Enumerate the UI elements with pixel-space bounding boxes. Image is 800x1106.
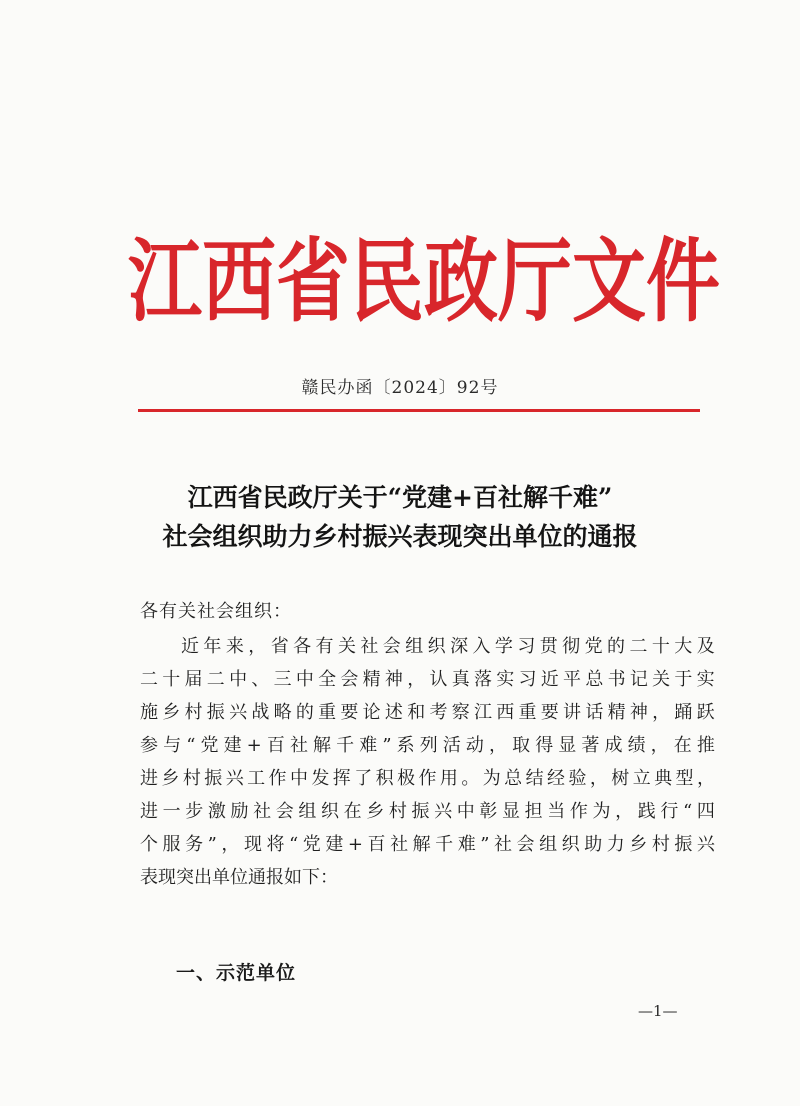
- title-line-2: 社会组织助力乡村振兴表现突出单位的通报: [162, 522, 638, 551]
- body-char: 活: [442, 735, 461, 756]
- section-heading: 一、示范单位: [176, 962, 297, 984]
- body-char: 真: [451, 669, 470, 690]
- body-char: 进: [140, 768, 158, 789]
- body-char: ，: [221, 834, 240, 855]
- body-line: [140, 762, 715, 795]
- body-char: 全: [318, 669, 337, 690]
- body-char: 关: [652, 669, 671, 690]
- body-char: 中: [289, 768, 308, 789]
- body-line: [140, 795, 715, 828]
- body-char: 大: [674, 636, 693, 657]
- body-char: 积: [375, 768, 394, 789]
- body-line: [140, 663, 715, 696]
- body-line: [140, 861, 715, 894]
- body-char: 一: [162, 801, 181, 822]
- body-line: [140, 630, 715, 663]
- body-char: 践: [637, 801, 656, 822]
- body-char: 行: [660, 801, 679, 822]
- body-char: 省: [270, 636, 289, 657]
- body-char: 著: [581, 735, 600, 756]
- body-char: 挥: [332, 768, 351, 789]
- body-line: [140, 696, 715, 729]
- body-char: ，: [248, 636, 267, 657]
- body-line: [140, 828, 715, 861]
- body-char: 察: [451, 702, 470, 723]
- body-char: 解: [313, 735, 332, 756]
- body-char: 激: [207, 801, 226, 822]
- body-char: 于: [674, 669, 693, 690]
- body-char: 显: [502, 801, 520, 822]
- body-char: 的: [607, 636, 626, 657]
- body-char: 实: [496, 669, 515, 690]
- body-char: 社: [360, 636, 379, 657]
- body-char: 振: [411, 801, 430, 822]
- body-char: 二: [206, 669, 225, 690]
- body-char: 和: [407, 702, 426, 723]
- body-char: 振: [206, 702, 225, 723]
- body-paragraph: [140, 630, 715, 894]
- body-char: 江: [473, 702, 492, 723]
- body-char: 树: [611, 768, 630, 789]
- body-char: 兴: [696, 834, 715, 855]
- body-char: 会: [275, 801, 294, 822]
- body-char: ，: [650, 735, 669, 756]
- body-char: 各: [293, 636, 312, 657]
- body-char: 实: [696, 669, 715, 690]
- body-char: 兴: [434, 801, 453, 822]
- body-char: 参: [140, 735, 158, 756]
- body-char: 入: [472, 636, 491, 657]
- body-char: ”: [207, 834, 217, 855]
- body-char: 重: [318, 702, 337, 723]
- body-char: 力: [606, 834, 625, 855]
- masthead-char: 民: [350, 229, 424, 335]
- body-char: 工: [247, 768, 266, 789]
- body-char: 重: [518, 702, 537, 723]
- body-char: 将: [266, 834, 285, 855]
- body-char: 村: [651, 834, 670, 855]
- body-char: 党: [302, 834, 321, 855]
- body-char: +: [246, 735, 262, 756]
- masthead: [128, 229, 720, 335]
- body-char: 深: [450, 636, 469, 657]
- document-title: [0, 478, 800, 556]
- body-char: 要: [540, 702, 559, 723]
- body-char: 神: [629, 702, 648, 723]
- salutation: 各有关社会组织：: [140, 601, 292, 622]
- body-char: ，: [615, 801, 634, 822]
- body-char: 村: [184, 702, 203, 723]
- body-char: 论: [362, 702, 381, 723]
- body-char: 兴: [225, 768, 244, 789]
- body-char: 得: [535, 735, 554, 756]
- body-char: 党: [584, 636, 603, 657]
- body-char: 组: [298, 801, 317, 822]
- body-char: 织: [427, 636, 446, 657]
- body-char: 的: [295, 702, 314, 723]
- body-char: 二: [629, 636, 648, 657]
- body-char: 现: [243, 834, 262, 855]
- body-char: 习: [517, 636, 536, 657]
- body-char: 进: [140, 801, 158, 822]
- body-char: 年: [203, 636, 222, 657]
- body-char: 彻: [562, 636, 581, 657]
- body-char: ，: [589, 768, 608, 789]
- body-char: 社: [289, 735, 308, 756]
- body-char: 兴: [229, 702, 248, 723]
- body-char: 解: [412, 834, 431, 855]
- body-char: 难: [457, 834, 476, 855]
- body-char: 中: [456, 801, 475, 822]
- body-char: 会: [516, 834, 535, 855]
- body-char: 贯: [539, 636, 558, 657]
- body-char: 略: [273, 702, 292, 723]
- body-char: 建: [223, 735, 242, 756]
- body-char: 与: [163, 735, 182, 756]
- body-char: ，: [696, 768, 715, 789]
- body-char: 织: [561, 834, 580, 855]
- body-char: 彰: [479, 801, 498, 822]
- body-char: 系: [396, 735, 415, 756]
- body-char: “: [186, 735, 196, 756]
- body-char: 作: [268, 768, 287, 789]
- masthead-char: 文: [572, 229, 646, 335]
- body-char: 振: [674, 834, 693, 855]
- body-char: 百: [367, 834, 386, 855]
- body-char: 总: [504, 768, 523, 789]
- body-char: 为: [482, 768, 501, 789]
- body-char: 组: [405, 636, 424, 657]
- body-char: 成: [604, 735, 623, 756]
- body-char: 会: [382, 636, 401, 657]
- body-char: 学: [494, 636, 513, 657]
- body-char: 考: [429, 702, 448, 723]
- body-char: ，: [407, 669, 426, 690]
- body-char: 述: [384, 702, 403, 723]
- red-divider: [138, 409, 700, 412]
- body-char: 及: [696, 636, 715, 657]
- body-char: 发: [311, 768, 330, 789]
- body-char: 三: [273, 669, 292, 690]
- body-char: 党: [200, 735, 219, 756]
- body-char: 记: [629, 669, 648, 690]
- body-char: 总: [585, 669, 604, 690]
- masthead-char: 件: [646, 229, 720, 335]
- body-char: 织: [321, 801, 339, 822]
- masthead-char: 省: [276, 229, 350, 335]
- body-char: 村: [388, 801, 407, 822]
- body-char: 结: [525, 768, 544, 789]
- body-char: 村: [182, 768, 201, 789]
- body-char: 西: [496, 702, 515, 723]
- body-char: 关: [337, 636, 356, 657]
- body-char: 十: [651, 636, 670, 657]
- body-char: 用: [439, 768, 458, 789]
- body-char: 四: [696, 801, 715, 822]
- body-char: 社: [494, 834, 512, 855]
- body-char: 验: [568, 768, 587, 789]
- body-char: 作: [418, 768, 437, 789]
- body-char: 精: [607, 702, 626, 723]
- body-char: 个: [140, 834, 158, 855]
- body-char: +: [347, 834, 363, 855]
- masthead-char: 江: [128, 229, 202, 335]
- body-char: 要: [340, 702, 359, 723]
- body-char: 为: [592, 801, 611, 822]
- body-char: 极: [397, 768, 416, 789]
- body-char: 绩: [627, 735, 646, 756]
- body-char: 列: [419, 735, 438, 756]
- body-char: “: [683, 801, 693, 822]
- body-char: 担: [524, 801, 543, 822]
- body-char: 服: [162, 834, 181, 855]
- body-char: 习: [518, 669, 537, 690]
- body-char: 了: [354, 768, 373, 789]
- body-char: 表现突出单位通报如下：: [140, 867, 338, 888]
- body-char: 近: [181, 636, 199, 657]
- body-char: 助: [584, 834, 603, 855]
- body-char: 讲: [563, 702, 582, 723]
- body-char: 乡: [366, 801, 385, 822]
- page-number: —1—: [638, 1002, 678, 1020]
- body-char: 社: [253, 801, 272, 822]
- body-char: 组: [539, 834, 558, 855]
- body-char: 中: [229, 669, 248, 690]
- body-char: 落: [473, 669, 492, 690]
- body-char: 取: [512, 735, 531, 756]
- body-char: 千: [336, 735, 355, 756]
- body-char: 乡: [162, 702, 181, 723]
- body-char: 型: [675, 768, 694, 789]
- body-char: 近: [540, 669, 559, 690]
- body-char: 动: [465, 735, 484, 756]
- body-line: [140, 729, 715, 762]
- body-char: 乡: [161, 768, 180, 789]
- body-char: 跃: [696, 702, 715, 723]
- body-char: 中: [295, 669, 314, 690]
- body-char: 书: [607, 669, 626, 690]
- title-line-1: 江西省民政厅关于“党建+百社解千难”: [187, 483, 613, 512]
- body-char: 踊: [674, 702, 693, 723]
- body-char: 话: [585, 702, 604, 723]
- body-char: 会: [340, 669, 359, 690]
- body-char: 典: [654, 768, 673, 789]
- body-char: 精: [362, 669, 381, 690]
- body-char: 千: [435, 834, 454, 855]
- body-char: 立: [632, 768, 651, 789]
- body-char: 振: [204, 768, 223, 789]
- body-char: 励: [230, 801, 249, 822]
- body-char: 推: [696, 735, 715, 756]
- body-char: 难: [359, 735, 378, 756]
- document-number: 赣民办函〔2024〕92号: [301, 378, 499, 398]
- body-char: 施: [140, 702, 158, 723]
- body-char: 神: [384, 669, 403, 690]
- body-char: 社: [390, 834, 409, 855]
- masthead-char: 西: [202, 229, 276, 335]
- body-char: 经: [547, 768, 566, 789]
- body-char: 平: [563, 669, 582, 690]
- body-char: 、: [251, 669, 270, 690]
- body-char: 。: [461, 768, 480, 789]
- body-char: ，: [489, 735, 507, 756]
- body-char: 认: [429, 669, 448, 690]
- body-char: 作: [569, 801, 588, 822]
- body-char: 在: [673, 735, 692, 756]
- body-char: 战: [251, 702, 270, 723]
- body-char: 二: [140, 669, 158, 690]
- body-char: 步: [185, 801, 204, 822]
- masthead-char: 政: [424, 229, 498, 335]
- masthead-char: 厅: [498, 229, 572, 335]
- body-char: 乡: [629, 834, 648, 855]
- body-char: 届: [184, 669, 203, 690]
- body-char: 百: [266, 735, 285, 756]
- body-char: “: [289, 834, 299, 855]
- body-char: 建: [325, 834, 344, 855]
- body-char: 显: [558, 735, 577, 756]
- body-char: ”: [382, 735, 392, 756]
- body-char: ，: [652, 702, 671, 723]
- body-char: 来: [225, 636, 244, 657]
- body-char: 有: [315, 636, 334, 657]
- body-char: 十: [162, 669, 181, 690]
- body-char: ”: [480, 834, 490, 855]
- body-char: 务: [185, 834, 204, 855]
- body-char: 在: [343, 801, 362, 822]
- body-char: 当: [547, 801, 566, 822]
